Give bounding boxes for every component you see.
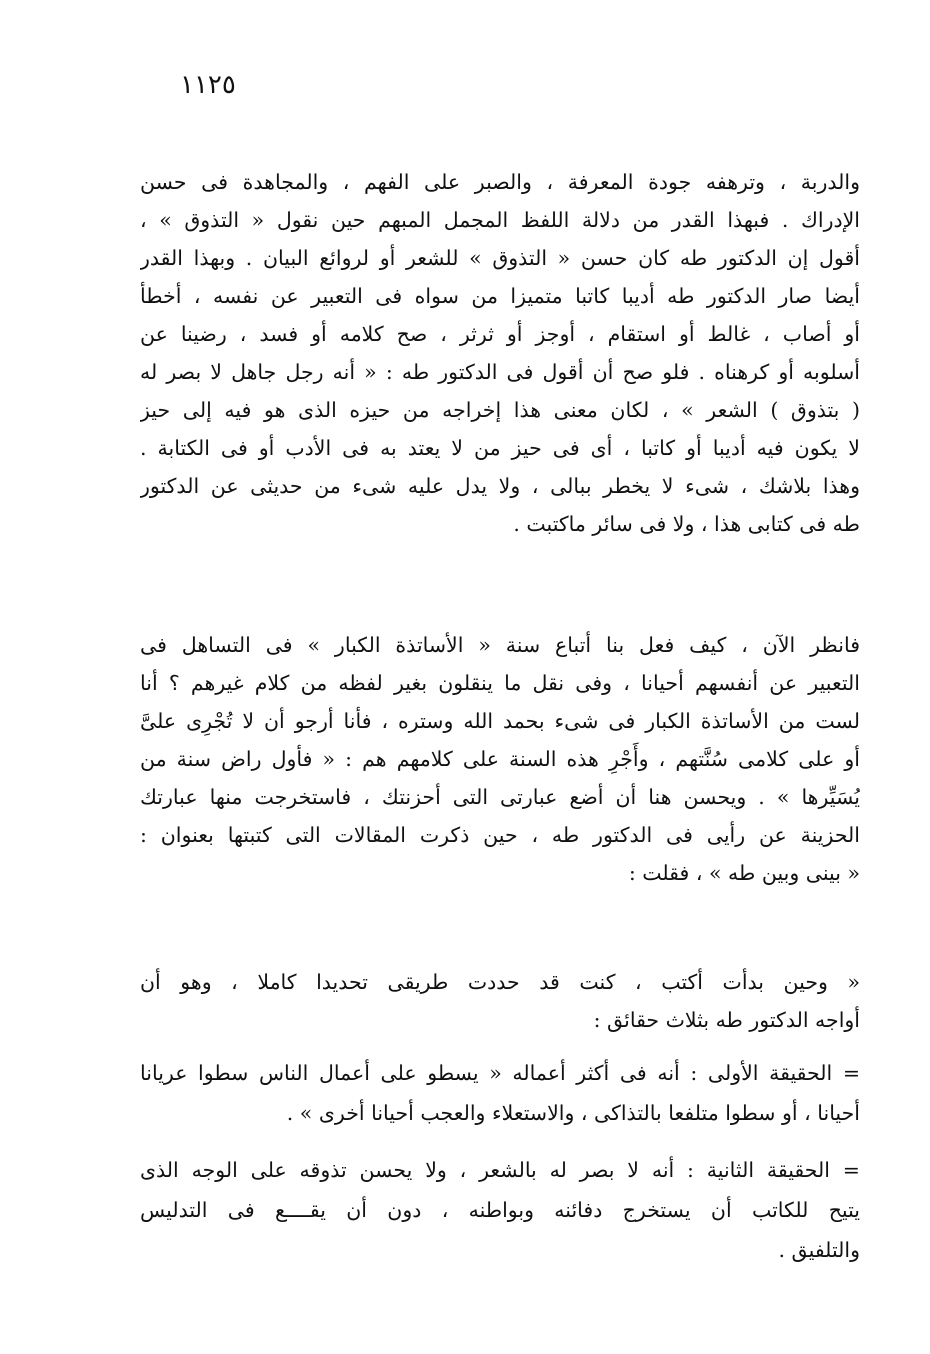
text-line: = الحقيقة الأولى : أنه فى أكثر أعماله « يسطو على أعمال الناس سطوا عريانا [140,1061,860,1085]
text-line: يتيح للكاتب أن يستخرج دفائنه وبواطنه ، دون أن يقــــع فى التدليس [140,1198,860,1222]
text-line: لا يكون فيه أديبا أو كاتبا ، أى فى حيز من لا يعتد به فى الأدب أو فى الكتابة . [140,436,860,460]
text-line: يُسَيِّرها » . ويحسن هنا أن أضع عبارتى التى أحزنتك ، فاستخرجت منها عبارتك [140,785,860,809]
text-line: وهذا بلاشك ، شىء لا يخطر ببالى ، ولا يدل عليه شىء من حديثى عن الدكتور [140,474,860,498]
page-number: ١١٢٥ [180,70,236,100]
paragraph-2 [140,626,860,892]
text-line: أو على كلامى سُنَّتهم ، وأَجْرِ هذه السنة على كلامهم هم : « فأول راض سنة من [140,747,860,771]
text-line: أقول إن الدكتور طه كان حسن « التذوق » للشعر أو لروائع البيان . وبهذا القدر [140,246,860,270]
text-line: الحزينة عن رأيى فى الدكتور طه ، حين ذكرت المقالات التى كتبتها بعنوان : [140,823,860,847]
text-line: أيضا صار الدكتور طه أديبا كاتبا متميزا من سواه فى التعبير عن نفسه ، أخطأ [140,284,860,308]
text-line: فانظر الآن ، كيف فعل بنا أتباع سنة « الأساتذة الكبار » فى التساهل فى [140,633,860,657]
text-line: أسلوبه أو كرهناه . فلو صح أن أقول فى الدكتور طه : « أنه رجل جاهل لا بصر له [140,360,860,384]
text-line: أحيانا ، أو سطوا متلفعا بالتذاكى ، والاستعلاء والعجب أحيانا أخرى » . [286,1101,860,1125]
text-line: « بينى وبين طه » ، فقلت : [628,861,860,885]
text-line: أواجه الدكتور طه بثلاث حقائق : [593,1008,860,1032]
text-line: طه فى كتابى هذا ، ولا فى سائر ماكتبت . [513,512,860,536]
text-line: والتلفيق . [778,1238,860,1262]
text-line: ( بتذوق ) الشعر » ، لكان معنى هذا إخراجه من حيزه الذى هو فيه إلى حيز [140,398,860,422]
paragraph-5 [140,1150,860,1270]
text-line: « وحين بدأت أكتب ، كنت قد حددت طريقى تحديدا كاملا ، وهو أن [140,970,860,994]
paragraph-1 [140,163,860,543]
text-line: = الحقيقة الثانية : أنه لا بصر له بالشعر ، ولا يحسن تذوقه على الوجه الذى [140,1158,860,1182]
text-line: والدربة ، وترهفه جودة المعرفة ، والصبر على الفهم ، والمجاهدة فى حسن [140,170,860,194]
text-line: الإدراك . فبهذا القدر من دلالة اللفظ المجمل المبهم حين نقول « التذوق » ، [140,208,860,232]
text-line: أو أصاب ، غالط أو استقام ، أوجز أو ثرثر ، صح كلامه أو فسد ، رضينا عن [140,322,860,346]
text-line: التعبير عن أنفسهم أحيانا ، وفى نقل ما ينقلون بغير لفظه من كلام غيرهم ؟ أنا [140,671,860,695]
paragraph-3 [140,963,860,1039]
paragraph-4 [140,1053,860,1133]
text-line: لست من الأساتذة الكبار فى شىء بحمد الله وستره ، فأنا أرجو أن لا تُجْرِى علىَّ [140,709,860,733]
